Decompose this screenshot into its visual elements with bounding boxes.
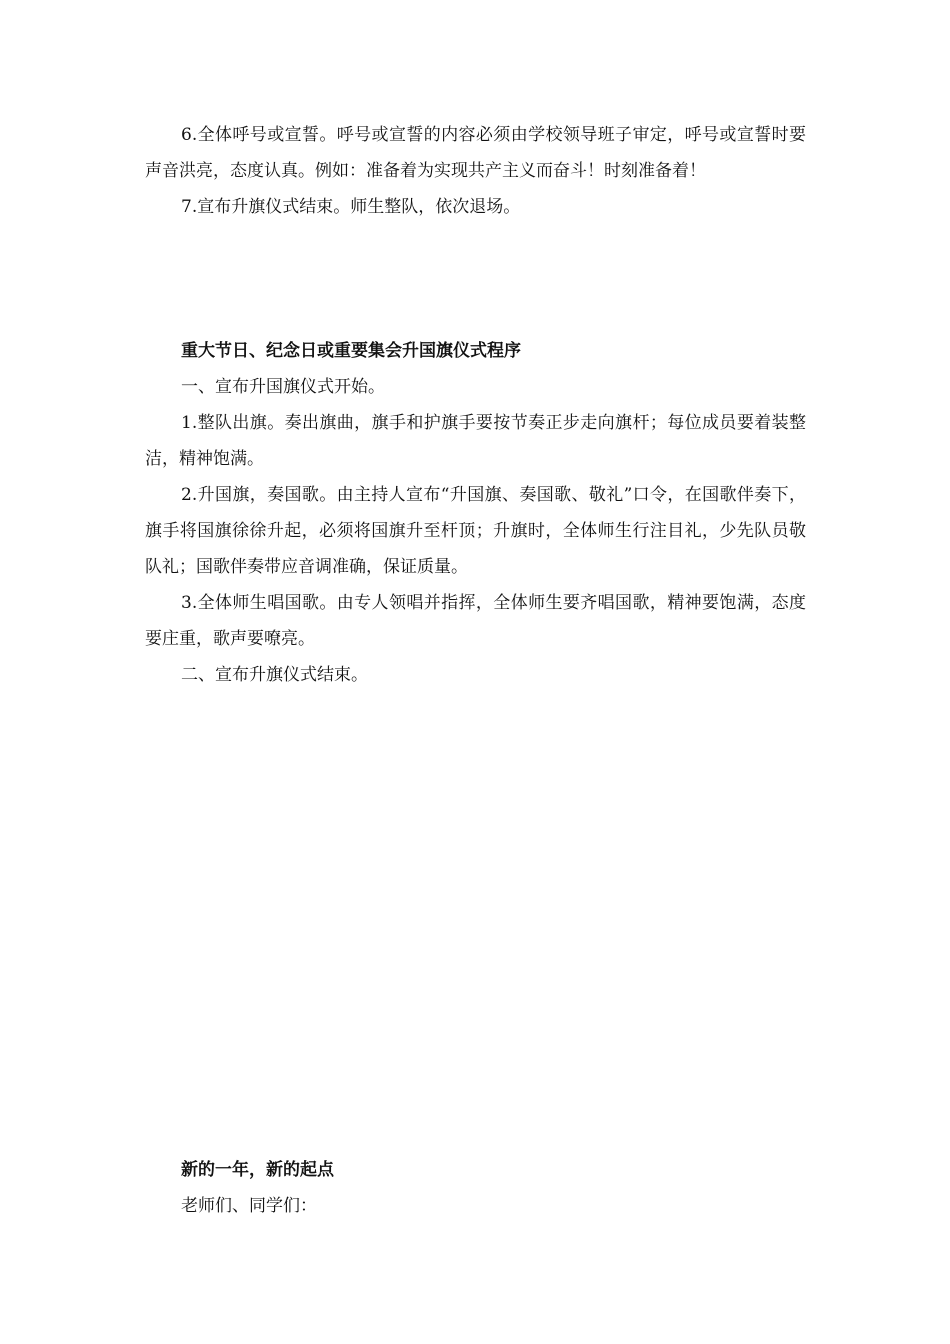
paragraph: 二、宣布升旗仪式结束。 xyxy=(181,665,368,685)
paragraph: 3.全体师生唱国歌。由专人领唱并指挥，全体师生要齐唱国歌，精神要饱满，态度要庄重，歌声要嘹亮。 xyxy=(145,593,806,649)
paragraph: 1.整队出旗。奏出旗曲，旗手和护旗手要按节奏正步走向旗杆；每位成员要着装整洁，精神饱满。 xyxy=(145,413,806,469)
paragraph: 一、宣布升国旗仪式开始。 xyxy=(181,377,385,397)
speech-title: 新的一年，新的起点 xyxy=(181,1160,334,1180)
paragraph: 2.升国旗，奏国歌。由主持人宣布“升国旗、奏国歌、敬礼”口令，在国歌伴奏下，旗手将国旗徐徐升起，必须将国旗升至杆顶；升旗时，全体师生行注目礼，少先队员敬队礼；国歌伴奏带应音调准确，保证质量。 xyxy=(145,485,806,577)
new-year-speech-section xyxy=(145,1152,806,1224)
major-ceremony-section xyxy=(145,333,806,693)
ceremony-steps-continued xyxy=(145,117,806,225)
step-6-paragraph: 6.全体呼号或宣誓。呼号或宣誓的内容必须由学校领导班子审定，呼号或宣誓时要声音洪亮，态度认真。例如：准备着为实现共产主义而奋斗！时刻准备着！ xyxy=(145,125,806,181)
step-7-paragraph: 7.宣布升旗仪式结束。师生整队，依次退场。 xyxy=(181,197,521,217)
section-heading: 重大节日、纪念日或重要集会升国旗仪式程序 xyxy=(181,341,521,361)
speech-greeting: 老师们、同学们： xyxy=(181,1196,317,1216)
